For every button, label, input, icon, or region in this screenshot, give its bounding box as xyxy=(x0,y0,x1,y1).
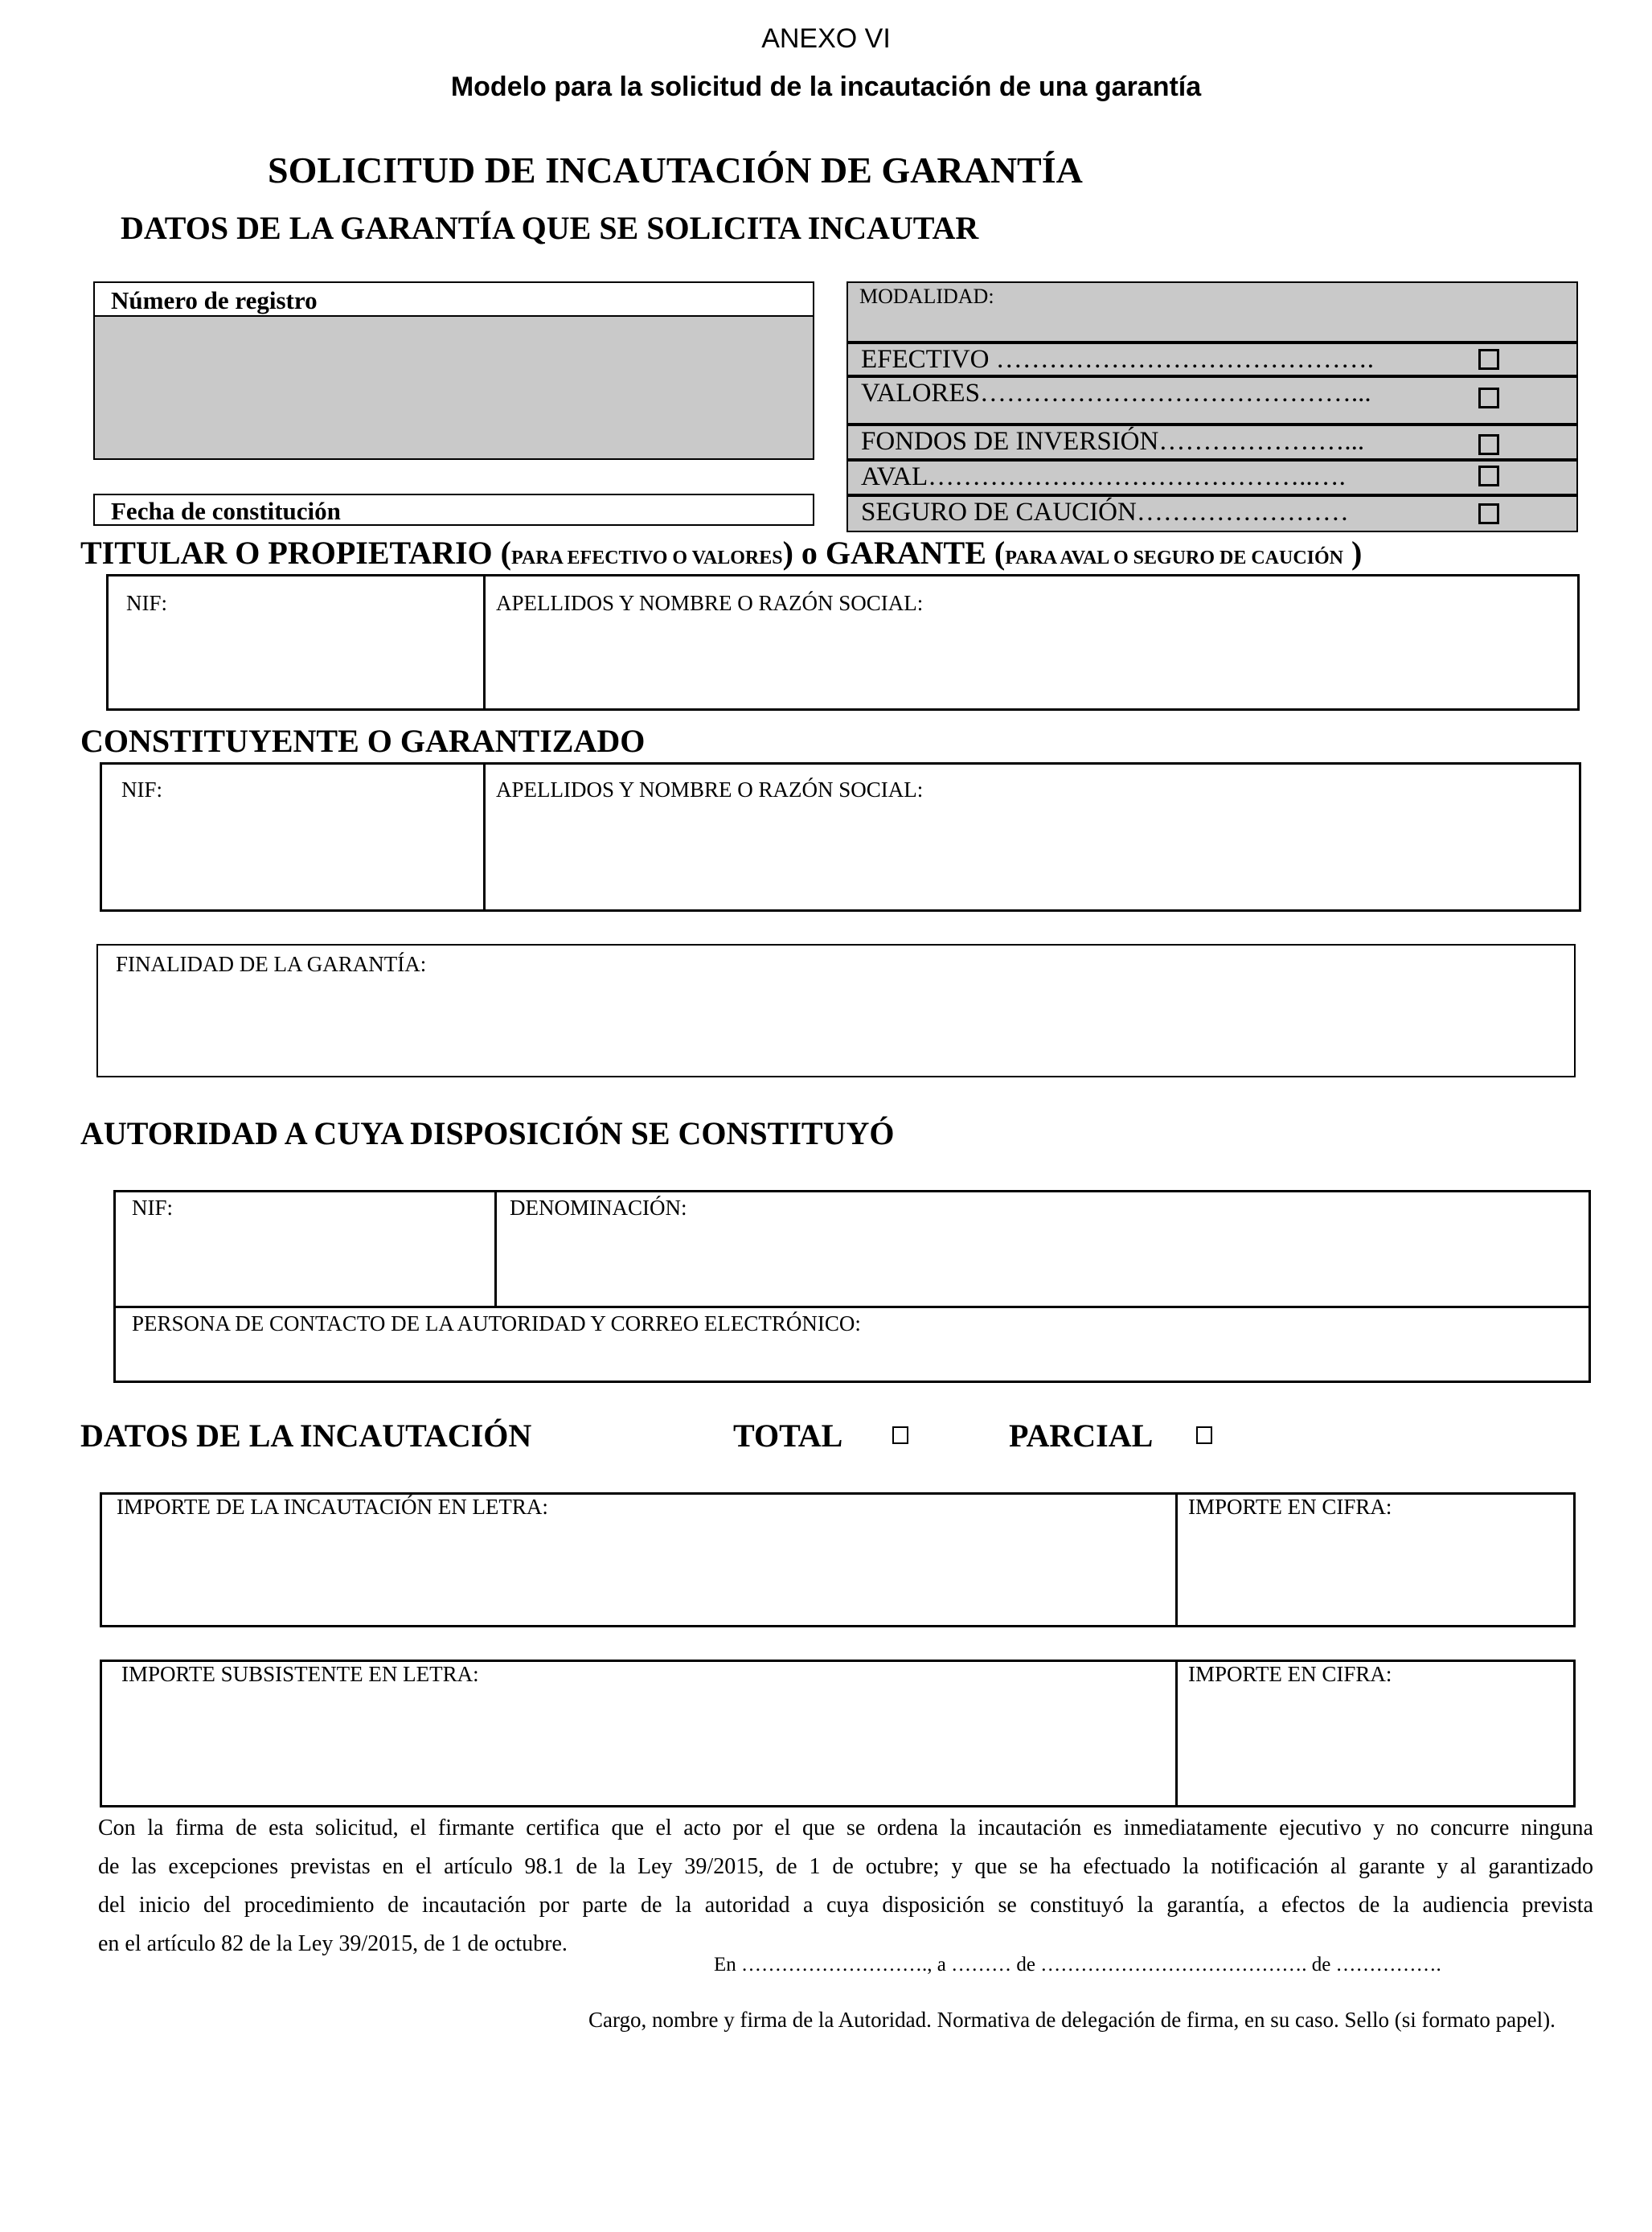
subsistente-letra-label: IMPORTE SUBSISTENTE EN LETRA: xyxy=(121,1662,479,1686)
fecha-constitucion-field[interactable] xyxy=(93,494,814,526)
modalidad-fondos-label: FONDOS DE INVERSIÓN…………………... xyxy=(861,427,1365,456)
efectivo-checkbox[interactable] xyxy=(1478,349,1499,370)
titular-heading-small1: PARA EFECTIVO O VALORES xyxy=(510,548,783,568)
parcial-checkbox[interactable] xyxy=(1196,1426,1212,1444)
modalidad-label: MODALIDAD: xyxy=(859,285,994,308)
titular-nombre-input[interactable] xyxy=(490,611,1572,706)
section-heading-autoridad: AUTORIDAD A CUYA DISPOSICIÓN SE CONSTITUYÓ xyxy=(80,1115,895,1151)
fecha-constitucion-label: Fecha de constitución xyxy=(111,497,341,525)
legal-line: del inicio del procedimiento de incautación por parte de la autoridad a cuya disposición se constituyó la garantía, a efectos de la audiencia prevista xyxy=(98,1893,1593,1918)
importe-letra-label: IMPORTE DE LA INCAUTACIÓN EN LETRA: xyxy=(117,1495,548,1519)
subsistente-cifra-input[interactable] xyxy=(1179,1693,1571,1803)
legal-certification-text xyxy=(98,1809,1593,1963)
titular-heading-part3: ) xyxy=(1343,535,1363,571)
autoridad-contacto-input[interactable] xyxy=(119,1336,1585,1378)
total-checkbox[interactable] xyxy=(892,1426,908,1444)
titular-heading-small2: PARA AVAL O SEGURO DE CAUCIÓN xyxy=(1005,548,1343,568)
constituyente-nombre-input[interactable] xyxy=(486,799,1575,907)
importe-letra-input[interactable] xyxy=(106,1524,1167,1623)
modalidad-seguro[interactable] xyxy=(846,495,1578,532)
constituyente-nif-input[interactable] xyxy=(106,799,476,907)
parcial-label: PARCIAL xyxy=(1009,1418,1154,1454)
modalidad-valores-label: VALORES……………………………………... xyxy=(861,379,1371,408)
section-heading-garantia: DATOS DE LA GARANTÍA QUE SE SOLICITA INCAUTAR xyxy=(121,210,979,246)
modalidad-seguro-label: SEGURO DE CAUCIÓN…………………… xyxy=(861,498,1349,527)
legal-line: en el artículo 82 de la Ley 39/2015, de 1 de octubre. xyxy=(98,1931,568,1956)
titular-heading-part1: TITULAR O PROPIETARIO ( xyxy=(80,535,511,571)
page-title: SOLICITUD DE INCAUTACIÓN DE GARANTÍA xyxy=(268,150,1083,191)
autoridad-denominacion-input[interactable] xyxy=(498,1222,1585,1301)
registro-label: Número de registro xyxy=(111,286,318,314)
titular-nif-label: NIF: xyxy=(126,591,168,615)
signature-caption: Cargo, nombre y firma de la Autoridad. Normativa de delegación de firma, en su caso. Sello (si formato papel). xyxy=(588,2008,1556,2032)
titular-nif-input[interactable] xyxy=(113,611,474,706)
aval-checkbox[interactable] xyxy=(1478,466,1499,486)
total-label: TOTAL xyxy=(733,1418,843,1454)
modalidad-fondos[interactable] xyxy=(846,425,1578,460)
autoridad-nif-input[interactable] xyxy=(119,1222,489,1301)
legal-line: Con la firma de esta solicitud, el firmante certifica que el acto por el que se ordena la incautación es inmediatamente ejecutivo y no concurre ninguna xyxy=(98,1816,1593,1840)
finalidad-field[interactable] xyxy=(96,944,1576,1077)
importe-cifra-input[interactable] xyxy=(1179,1524,1571,1623)
place-date-line[interactable]: En ………………………., a ……… de …………………………………. de ……………. xyxy=(714,1954,1441,1976)
registro-field[interactable] xyxy=(93,281,814,460)
subsistente-letra-input[interactable] xyxy=(106,1693,1167,1803)
modalidad-aval[interactable] xyxy=(846,460,1578,495)
section-heading-titular xyxy=(80,532,1362,579)
valores-checkbox[interactable] xyxy=(1478,388,1499,408)
annex-number: ANEXO VI xyxy=(761,23,891,54)
importe-cifra-label: IMPORTE EN CIFRA: xyxy=(1188,1495,1392,1519)
section-heading-incautacion: DATOS DE LA INCAUTACIÓN xyxy=(80,1418,532,1454)
constituyente-nombre-label: APELLIDOS Y NOMBRE O RAZÓN SOCIAL: xyxy=(496,778,924,802)
modalidad-header xyxy=(846,281,1578,343)
subsistente-cifra-label: IMPORTE EN CIFRA: xyxy=(1188,1662,1392,1686)
constituyente-nif-label: NIF: xyxy=(121,778,163,802)
modalidad-efectivo-label: EFECTIVO ……………………………………. xyxy=(861,345,1374,374)
fondos-checkbox[interactable] xyxy=(1478,434,1499,455)
autoridad-denominacion-label: DENOMINACIÓN: xyxy=(510,1196,687,1220)
modalidad-valores[interactable] xyxy=(846,376,1578,425)
document-subtitle: Modelo para la solicitud de la incautación de una garantía xyxy=(450,72,1202,102)
autoridad-contacto-label: PERSONA DE CONTACTO DE LA AUTORIDAD Y CORREO ELECTRÓNICO: xyxy=(132,1311,861,1336)
seguro-checkbox[interactable] xyxy=(1478,503,1499,524)
finalidad-label: FINALIDAD DE LA GARANTÍA: xyxy=(116,952,427,976)
signature-area[interactable] xyxy=(588,2042,1593,2203)
autoridad-nif-label: NIF: xyxy=(132,1196,174,1220)
legal-line: de las excepciones previstas en el artículo 98.1 de la Ley 39/2015, de 1 de octubre; y que se ha efectuado la notificación al garante y al garantizado xyxy=(98,1854,1593,1879)
titular-nombre-label: APELLIDOS Y NOMBRE O RAZÓN SOCIAL: xyxy=(496,591,924,615)
modalidad-aval-label: AVAL……………………………………..…. xyxy=(861,462,1346,491)
titular-heading-part2: ) o GARANTE ( xyxy=(782,535,1006,571)
modalidad-efectivo[interactable] xyxy=(846,343,1578,376)
section-heading-constituyente: CONSTITUYENTE O GARANTIZADO xyxy=(80,723,646,759)
